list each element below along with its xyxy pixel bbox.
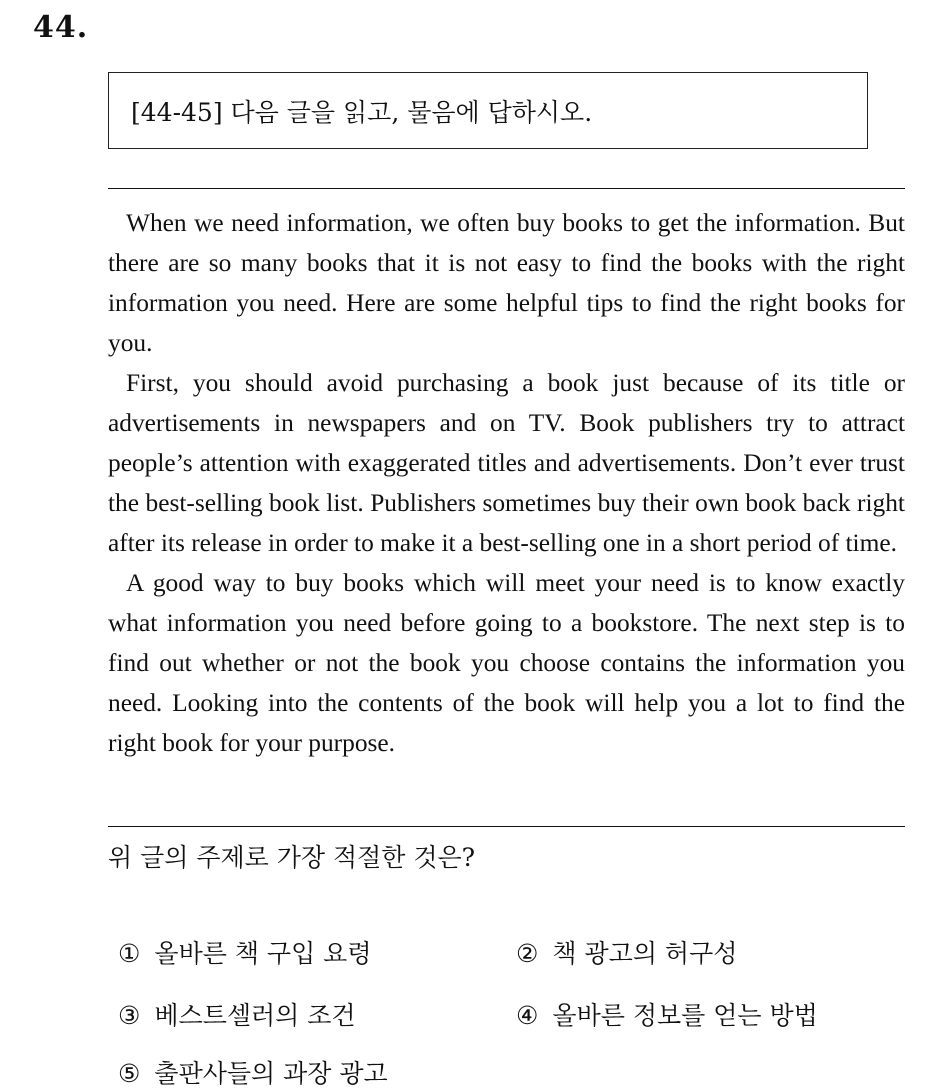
answer-choice-4[interactable] [516,996,818,1032]
choice-label: 올바른 정보를 얻는 방법 [552,1001,818,1030]
choice-label: 책 광고의 허구성 [552,939,738,968]
instruction-box [108,72,868,149]
choice-number: ② [516,939,539,968]
choice-number: ① [118,939,141,968]
choice-number: ③ [118,1001,141,1030]
passage-top-divider [108,188,905,189]
answer-choice-2[interactable] [516,934,737,970]
question-stem: 위 글의 주제로 가장 적절한 것은? [108,843,476,872]
answer-choice-1[interactable] [118,934,371,970]
passage-bottom-divider [108,826,905,827]
reading-passage [108,203,905,763]
choice-label: 올바른 책 구입 요령 [154,939,372,968]
answer-choice-5[interactable] [118,1054,388,1090]
choice-label: 베스트셀러의 조건 [154,1001,356,1030]
choice-number: ⑤ [118,1059,141,1088]
passage-paragraph-2: First, you should avoid purchasing a book just because of its title or advertisements in newspapers and on TV. Book publishers try to attract people’s attention with exaggerated titles and advertisements. Don’t ever trust the best-selling book list. Publishers sometimes buy their own book back right after its release in order to make it a best-selling one in a short period of time. [108,369,905,557]
choice-label: 출판사들의 과장 광고 [154,1059,388,1088]
passage-paragraph-3: A good way to buy books which will meet your need is to know exactly what information you need before going to a bookstore. The next step is to find out whether or not the book you choose contains the information you need. Looking into the contents of the book will help you a lot to find the right book for your purpose. [108,569,905,757]
question-number: 44. [33,10,89,45]
instruction-text: [44-45] 다음 글을 읽고, 물음에 답하시오. [131,98,593,127]
passage-paragraph-1: When we need information, we often buy books to get the information. But there are so many books that it is not easy to find the books with the right information you need. Here are some helpful tips to find the right books for you. [108,209,905,357]
choice-number: ④ [516,1001,539,1030]
answer-choice-3[interactable] [118,996,356,1032]
